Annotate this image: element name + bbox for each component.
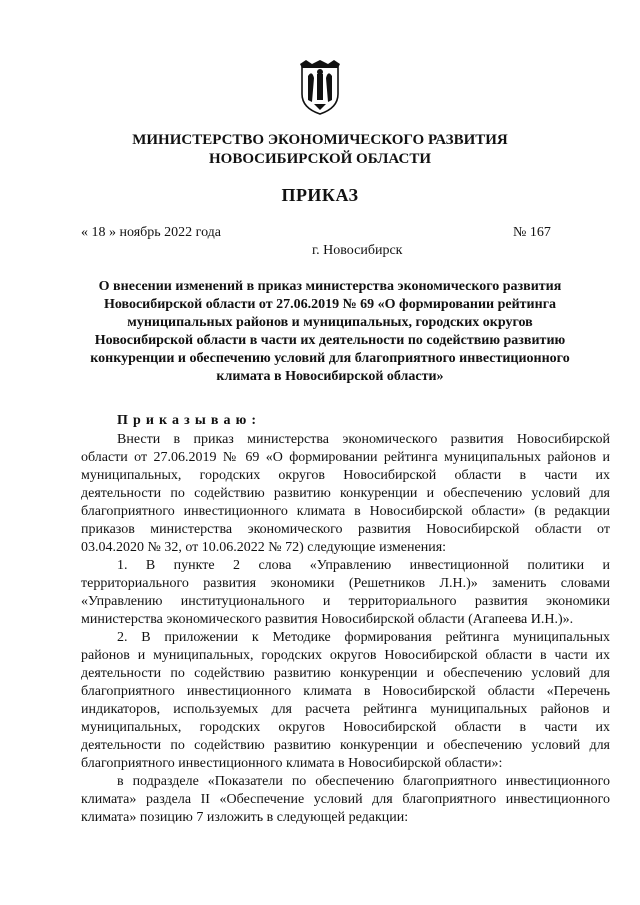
subject-line: О внесении изменений в приказ министерства экономического развития [98,279,562,294]
body-line: деятельности по содействию развитию конкуренции и обеспечению условий для [81,738,610,753]
body-line: министерства экономического развития Новосибирской области (Агапеева И.Н.)». [81,612,574,627]
document-type: ПРИКАЗ [281,185,359,205]
body-line: благоприятного инвестиционного климата в Новосибирской области» (в редакции [81,504,610,519]
body-line: в подразделе «Показатели по обеспечению благоприятного инвестиционного [117,774,610,789]
body-line: районов и муниципальных, городских округов Новосибирской области в части их [81,648,610,663]
order-date: « 18 » ноябрь 2022 года [81,225,221,240]
body-line: «Управлению институционального и территориального развития экономики [81,594,610,609]
body-line: территориального развития экономики (Решетников Л.Н.)» заменить словами [81,576,610,591]
coat-of-arms-emblem [298,60,342,116]
body-line: области от 27.06.2019 № 69 «О формировании рейтинга муниципальных районов и [81,450,610,465]
body-line: благоприятного инвестиционного климата в Новосибирской области «Перечень [81,684,610,699]
subject-line: Новосибирской области от 27.06.2019 № 69 «О формировании рейтинга [103,297,557,312]
order-number: № 167 [513,225,551,240]
body-line: 1. В пункте 2 слова «Управлению инвестиционной политики и [117,558,610,573]
body-line: Внести в приказ министерства экономического развития Новосибирской [117,432,610,447]
body-line: 2. В приложении к Методике формирования рейтинга муниципальных [117,630,610,645]
order-directive: Приказываю: [117,413,262,428]
body-line: индикаторов, используемых для расчета рейтинга муниципальных районов и [81,702,610,717]
body-line: климата» раздела II «Обеспечение условий для благоприятного инвестиционного [81,792,610,807]
order-city: г. Новосибирск [312,243,403,258]
subject-line: Новосибирской области в части их деятельности по содействию развитию [94,333,566,348]
body-line: деятельности по содействию развитию конкуренции и обеспечению условий для [81,486,610,501]
body-line: деятельности по содействию развитию конкуренции и обеспечению условий для [81,666,610,681]
subject-line: муниципальных районов и муниципальных, городских округов [127,315,533,330]
subject-line: конкуренции и обеспечению условий для благоприятного инвестиционного [90,351,570,366]
body-line: 03.04.2020 № 32, от 10.06.2022 № 72) следующие изменения: [81,540,447,555]
body-line: приказов министерства экономического развития Новосибирской области от [81,522,610,537]
ministry-name-line1: МИНИСТЕРСТВО ЭКОНОМИЧЕСКОГО РАЗВИТИЯ [132,132,508,148]
body-line: муниципальных, городских округов Новосибирской области в части их [81,468,610,483]
subject-line: климата в Новосибирской области» [216,369,444,384]
ministry-name-line2: НОВОСИБИРСКОЙ ОБЛАСТИ [208,151,432,167]
body-line: благоприятного инвестиционного климата в Новосибирской области»: [81,756,503,771]
body-line: климата» позицию 7 изложить в следующей редакции: [81,810,409,825]
body-line: муниципальных, городских округов Новосибирской области в части их [81,720,610,735]
